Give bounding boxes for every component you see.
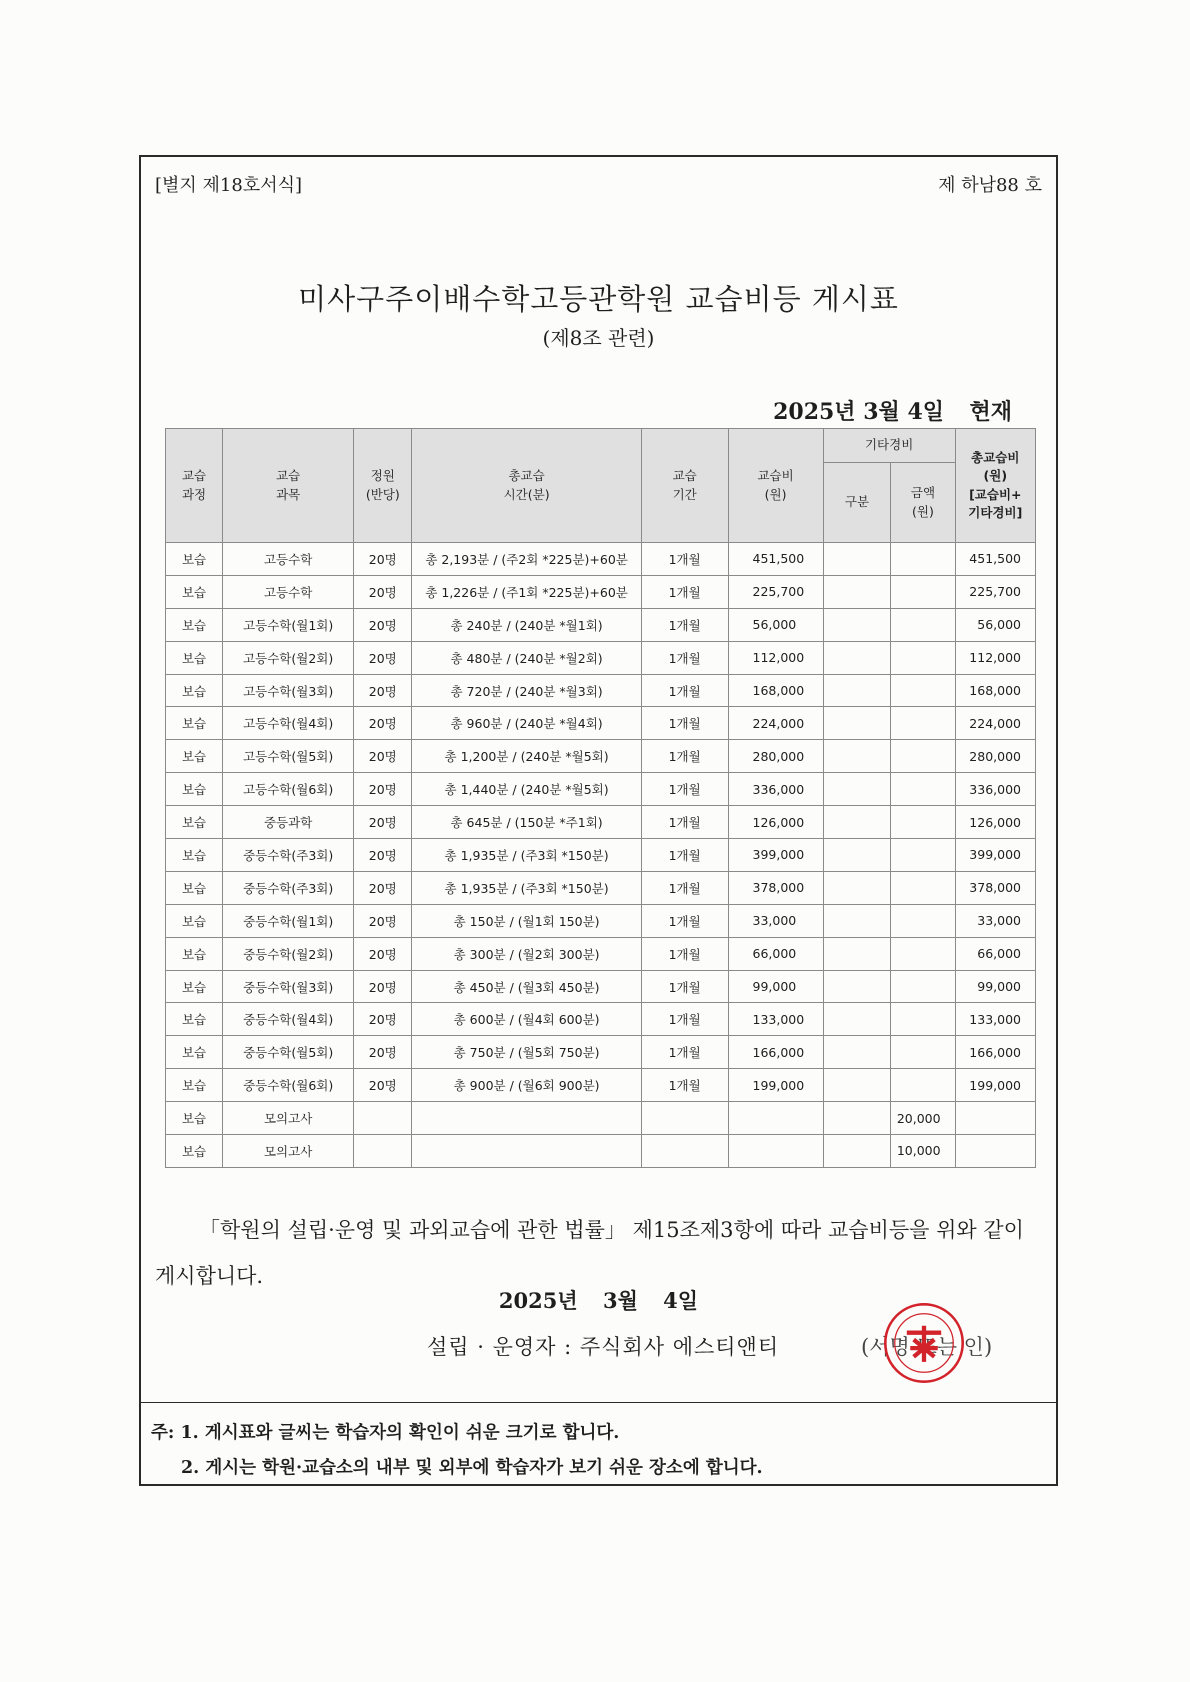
header-course: 교습 과정	[166, 429, 223, 543]
cell-total-time: 총 1,226분 / (주1회 *225분)+60분	[412, 575, 641, 608]
cell-subject: 중등수학(월1회)	[223, 904, 354, 937]
cell-subject: 고등수학(월1회)	[223, 608, 354, 641]
cell-subject: 고등수학(월6회)	[223, 773, 354, 806]
cell-total-time: 총 1,935분 / (주3회 *150분)	[412, 871, 641, 904]
cell-period: 1개월	[641, 970, 728, 1003]
cell-fee: 33,000	[728, 904, 823, 937]
cell-total-time: 총 480분 / (240분 *월2회)	[412, 641, 641, 674]
table-row	[166, 575, 1036, 608]
cell-total-time: 총 600분 / (월4회 600분)	[412, 1003, 641, 1036]
table-row	[166, 871, 1036, 904]
cell-total-fee: 199,000	[955, 1069, 1035, 1102]
cell-fee: 280,000	[728, 740, 823, 773]
cell-fee: 112,000	[728, 641, 823, 674]
note-1: 주: 1. 게시표와 글씨는 학습자의 확인이 쉬운 크기로 합니다.	[151, 1423, 620, 1443]
cell-subject: 고등수학	[223, 575, 354, 608]
cell-total-fee: 133,000	[955, 1003, 1035, 1036]
cell-total-fee: 166,000	[955, 1036, 1035, 1069]
cell-capacity: 20명	[354, 904, 412, 937]
cell-other-amount	[891, 740, 955, 773]
cell-subject: 고등수학(월2회)	[223, 641, 354, 674]
seal-center-mark	[907, 1326, 941, 1362]
cell-course: 보습	[166, 937, 223, 970]
table-row	[166, 1069, 1036, 1102]
table-row	[166, 543, 1036, 576]
cell-capacity: 20명	[354, 543, 412, 576]
cell-other-amount	[891, 641, 955, 674]
cell-period: 1개월	[641, 740, 728, 773]
cell-period: 1개월	[641, 707, 728, 740]
header-capacity: 정원 (반당)	[354, 429, 412, 543]
cell-period: 1개월	[641, 839, 728, 872]
table-row	[166, 1036, 1036, 1069]
table-row	[166, 608, 1036, 641]
header-subject: 교습 과목	[223, 429, 354, 543]
cell-fee: 168,000	[728, 674, 823, 707]
cell-other-amount: 10,000	[891, 1135, 955, 1168]
cell-course: 보습	[166, 1036, 223, 1069]
cell-other-type	[823, 543, 891, 576]
cell-total-fee: 168,000	[955, 674, 1035, 707]
cell-subject: 고등수학(월5회)	[223, 740, 354, 773]
cell-course: 보습	[166, 641, 223, 674]
cell-subject: 중등수학(월5회)	[223, 1036, 354, 1069]
cell-period: 1개월	[641, 773, 728, 806]
cell-fee: 56,000	[728, 608, 823, 641]
cell-subject: 모의고사	[223, 1135, 354, 1168]
cell-course: 보습	[166, 1069, 223, 1102]
cell-total-fee: 112,000	[955, 641, 1035, 674]
cell-period: 1개월	[641, 543, 728, 576]
table-row	[166, 674, 1036, 707]
cell-period: 1개월	[641, 871, 728, 904]
cell-period: 1개월	[641, 1036, 728, 1069]
cell-period: 1개월	[641, 641, 728, 674]
cell-total-time: 총 1,440분 / (240분 *월5회)	[412, 773, 641, 806]
cell-fee: 126,000	[728, 806, 823, 839]
cell-fee: 451,500	[728, 543, 823, 576]
cell-total-time: 총 750분 / (월5회 750분)	[412, 1036, 641, 1069]
cell-capacity	[354, 1135, 412, 1168]
table-row	[166, 839, 1036, 872]
cell-capacity: 20명	[354, 1069, 412, 1102]
cell-other-type	[823, 937, 891, 970]
cell-total-fee	[955, 1102, 1035, 1135]
cell-subject: 중등과학	[223, 806, 354, 839]
document-frame	[139, 155, 1058, 1486]
fee-table-body	[166, 543, 1036, 1168]
table-row	[166, 740, 1036, 773]
table-row	[166, 1135, 1036, 1168]
cell-total-fee: 378,000	[955, 871, 1035, 904]
cell-total-fee: 280,000	[955, 740, 1035, 773]
header-other-type: 구분	[823, 463, 891, 543]
cell-other-type	[823, 970, 891, 1003]
cell-capacity: 20명	[354, 871, 412, 904]
cell-fee: 133,000	[728, 1003, 823, 1036]
table-row	[166, 1003, 1036, 1036]
cell-total-time: 총 2,193분 / (주2회 *225분)+60분	[412, 543, 641, 576]
signature-placeholder: (서명 또는 인)	[861, 1335, 993, 1359]
company-seal-icon	[881, 1300, 967, 1386]
cell-period: 1개월	[641, 674, 728, 707]
cell-other-amount	[891, 904, 955, 937]
cell-other-amount	[891, 839, 955, 872]
cell-capacity: 20명	[354, 937, 412, 970]
cell-capacity	[354, 1102, 412, 1135]
cell-course: 보습	[166, 970, 223, 1003]
header-fee: 교습비 (원)	[728, 429, 823, 543]
cell-other-type	[823, 1036, 891, 1069]
cell-subject: 모의고사	[223, 1102, 354, 1135]
cell-period: 1개월	[641, 575, 728, 608]
cell-course: 보습	[166, 871, 223, 904]
cell-total-time: 총 240분 / (240분 *월1회)	[412, 608, 641, 641]
cell-fee: 199,000	[728, 1069, 823, 1102]
document-title: 미사구주이배수학고등관학원 교습비등 게시표	[298, 282, 899, 316]
cell-other-type	[823, 1003, 891, 1036]
cell-subject: 중등수학(월6회)	[223, 1069, 354, 1102]
operator: 설립 · 운영자 : 주식회사 에스티앤티	[427, 1335, 780, 1359]
cell-other-type	[823, 1102, 891, 1135]
cell-total-time: 총 1,935분 / (주3회 *150분)	[412, 839, 641, 872]
cell-subject: 중등수학(월3회)	[223, 970, 354, 1003]
cell-other-amount	[891, 707, 955, 740]
cell-other-amount	[891, 1069, 955, 1102]
cell-period: 1개월	[641, 608, 728, 641]
cell-capacity: 20명	[354, 674, 412, 707]
cell-total-time: 총 960분 / (240분 *월4회)	[412, 707, 641, 740]
cell-capacity: 20명	[354, 575, 412, 608]
cell-fee: 336,000	[728, 773, 823, 806]
cell-other-amount	[891, 674, 955, 707]
cell-subject: 중등수학(월2회)	[223, 937, 354, 970]
cell-total-fee: 126,000	[955, 806, 1035, 839]
cell-course: 보습	[166, 608, 223, 641]
as-of-date: 2025년 3월 4일	[773, 399, 944, 425]
cell-total-time: 총 645분 / (150분 *주1회)	[412, 806, 641, 839]
document-number: 제 하남88 호	[938, 175, 1042, 196]
cell-other-amount	[891, 608, 955, 641]
fee-table	[165, 428, 1036, 1168]
table-row	[166, 937, 1036, 970]
cell-total-time: 총 1,200분 / (240분 *월5회)	[412, 740, 641, 773]
form-number: [별지 제18호서식]	[155, 175, 302, 196]
cell-total-time: 총 150분 / (월1회 150분)	[412, 904, 641, 937]
cell-fee: 224,000	[728, 707, 823, 740]
cell-course: 보습	[166, 1135, 223, 1168]
cell-total-fee: 224,000	[955, 707, 1035, 740]
cell-total-fee	[955, 1135, 1035, 1168]
cell-total-fee: 336,000	[955, 773, 1035, 806]
cell-other-amount	[891, 806, 955, 839]
cell-course: 보습	[166, 674, 223, 707]
cell-other-type	[823, 1069, 891, 1102]
notes-divider	[141, 1402, 1056, 1403]
cell-total-fee: 56,000	[955, 608, 1035, 641]
cell-fee: 66,000	[728, 937, 823, 970]
cell-capacity: 20명	[354, 970, 412, 1003]
cell-total-time: 총 720분 / (240분 *월3회)	[412, 674, 641, 707]
cell-other-type	[823, 740, 891, 773]
cell-other-amount	[891, 937, 955, 970]
cell-fee: 378,000	[728, 871, 823, 904]
cell-subject: 중등수학(월4회)	[223, 1003, 354, 1036]
header-other-expenses: 기타경비	[823, 429, 955, 463]
table-row	[166, 806, 1036, 839]
cell-course: 보습	[166, 806, 223, 839]
cell-period: 1개월	[641, 904, 728, 937]
cell-total-time	[412, 1135, 641, 1168]
cell-course: 보습	[166, 904, 223, 937]
table-row	[166, 707, 1036, 740]
cell-fee: 225,700	[728, 575, 823, 608]
cell-total-fee: 399,000	[955, 839, 1035, 872]
cell-other-type	[823, 904, 891, 937]
cell-period: 1개월	[641, 1069, 728, 1102]
cell-total-time	[412, 1102, 641, 1135]
cell-subject: 중등수학(주3회)	[223, 839, 354, 872]
cell-capacity: 20명	[354, 773, 412, 806]
cell-other-type	[823, 1135, 891, 1168]
cell-other-type	[823, 575, 891, 608]
cell-course: 보습	[166, 1003, 223, 1036]
cell-other-amount	[891, 575, 955, 608]
header-total-time: 총교습 시간(분)	[412, 429, 641, 543]
cell-course: 보습	[166, 839, 223, 872]
header-period: 교습 기간	[641, 429, 728, 543]
cell-other-type	[823, 806, 891, 839]
cell-course: 보습	[166, 707, 223, 740]
cell-other-amount	[891, 1003, 955, 1036]
cell-fee	[728, 1102, 823, 1135]
cell-capacity: 20명	[354, 1036, 412, 1069]
cell-fee	[728, 1135, 823, 1168]
cell-other-type	[823, 641, 891, 674]
cell-capacity: 20명	[354, 641, 412, 674]
header-other-amount: 금액 (원)	[891, 463, 955, 543]
sign-date: 2025년 3월 4일	[498, 1288, 699, 1313]
table-row	[166, 970, 1036, 1003]
cell-total-time: 총 300분 / (월2회 300분)	[412, 937, 641, 970]
cell-capacity: 20명	[354, 707, 412, 740]
cell-other-amount: 20,000	[891, 1102, 955, 1135]
cell-other-type	[823, 674, 891, 707]
cell-total-fee: 225,700	[955, 575, 1035, 608]
cell-other-amount	[891, 773, 955, 806]
as-of-label: 현재	[969, 399, 1012, 425]
cell-course: 보습	[166, 740, 223, 773]
cell-course: 보습	[166, 773, 223, 806]
cell-capacity: 20명	[354, 839, 412, 872]
cell-other-type	[823, 871, 891, 904]
note-2: 2. 게시는 학원·교습소의 내부 및 외부에 학습자가 보기 쉬운 장소에 합니다.	[181, 1458, 763, 1478]
table-row	[166, 1102, 1036, 1135]
cell-period	[641, 1135, 728, 1168]
header-total-fee: 총교습비 (원) [교습비+ 기타경비]	[955, 429, 1035, 543]
cell-other-type	[823, 608, 891, 641]
cell-other-amount	[891, 871, 955, 904]
cell-course: 보습	[166, 575, 223, 608]
cell-total-time: 총 900분 / (월6회 900분)	[412, 1069, 641, 1102]
cell-fee: 99,000	[728, 970, 823, 1003]
cell-period: 1개월	[641, 1003, 728, 1036]
table-row	[166, 904, 1036, 937]
statement: 「학원의 설립·운영 및 과외교습에 관한 법률」 제15조제3항에 따라 교습비등을 위와 같이 게시합니다.	[155, 1218, 1024, 1288]
cell-capacity: 20명	[354, 740, 412, 773]
cell-total-time: 총 450분 / (월3회 450분)	[412, 970, 641, 1003]
cell-course: 보습	[166, 1102, 223, 1135]
cell-course: 보습	[166, 543, 223, 576]
cell-subject: 중등수학(주3회)	[223, 871, 354, 904]
table-row	[166, 773, 1036, 806]
cell-capacity: 20명	[354, 806, 412, 839]
cell-fee: 399,000	[728, 839, 823, 872]
cell-other-type	[823, 839, 891, 872]
table-row	[166, 641, 1036, 674]
cell-total-fee: 33,000	[955, 904, 1035, 937]
cell-capacity: 20명	[354, 608, 412, 641]
cell-total-fee: 451,500	[955, 543, 1035, 576]
cell-period: 1개월	[641, 806, 728, 839]
cell-other-type	[823, 773, 891, 806]
cell-subject: 고등수학(월3회)	[223, 674, 354, 707]
cell-other-amount	[891, 970, 955, 1003]
cell-other-amount	[891, 543, 955, 576]
cell-total-fee: 99,000	[955, 970, 1035, 1003]
document-subtitle: (제8조 관련)	[542, 326, 655, 350]
cell-other-amount	[891, 1036, 955, 1069]
cell-subject: 고등수학(월4회)	[223, 707, 354, 740]
cell-subject: 고등수학	[223, 543, 354, 576]
cell-period: 1개월	[641, 937, 728, 970]
cell-period	[641, 1102, 728, 1135]
cell-capacity: 20명	[354, 1003, 412, 1036]
cell-other-type	[823, 707, 891, 740]
cell-total-fee: 66,000	[955, 937, 1035, 970]
cell-fee: 166,000	[728, 1036, 823, 1069]
